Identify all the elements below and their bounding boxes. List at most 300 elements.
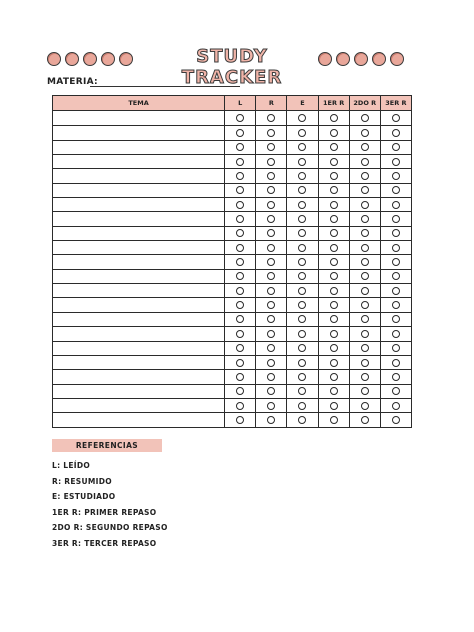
check-cell: [286, 241, 317, 254]
check-cell: [255, 169, 286, 182]
table-row: [53, 341, 411, 355]
check-cell: [255, 111, 286, 125]
reference-item: 3ER R: TERCER REPASO: [52, 538, 157, 548]
circle-checkbox-icon[interactable]: [330, 201, 338, 209]
table-row: [53, 197, 411, 211]
check-cell: [224, 327, 255, 340]
circle-checkbox-icon[interactable]: [361, 272, 369, 280]
circle-checkbox-icon[interactable]: [298, 258, 306, 266]
check-cell: [380, 284, 411, 297]
tema-cell[interactable]: [53, 356, 224, 369]
circle-checkbox-icon[interactable]: [298, 114, 306, 122]
check-cell: [224, 212, 255, 225]
circle-checkbox-icon[interactable]: [361, 344, 369, 352]
check-cell: [224, 126, 255, 139]
circle-checkbox-icon[interactable]: [361, 229, 369, 237]
check-cell: [224, 255, 255, 268]
table-row: [53, 384, 411, 398]
circle-checkbox-icon[interactable]: [267, 201, 275, 209]
check-cell: [380, 227, 411, 240]
circle-checkbox-icon[interactable]: [392, 114, 400, 122]
tema-cell[interactable]: [53, 227, 224, 240]
circle-checkbox-icon[interactable]: [236, 344, 244, 352]
circle-checkbox-icon[interactable]: [392, 373, 400, 381]
check-cell: [349, 212, 380, 225]
circle-checkbox-icon[interactable]: [267, 402, 275, 410]
circle-checkbox-icon[interactable]: [267, 416, 275, 424]
check-cell: [255, 241, 286, 254]
circle-checkbox-icon[interactable]: [330, 215, 338, 223]
tema-cell[interactable]: [53, 385, 224, 398]
circle-checkbox-icon[interactable]: [330, 301, 338, 309]
circle-checkbox-icon[interactable]: [298, 272, 306, 280]
check-cell: [255, 370, 286, 383]
check-cell: [380, 155, 411, 168]
circle-checkbox-icon[interactable]: [392, 129, 400, 137]
circle-checkbox-icon[interactable]: [392, 244, 400, 252]
circle-checkbox-icon[interactable]: [236, 229, 244, 237]
reference-item: E: ESTUDIADO: [52, 492, 116, 501]
check-cell: [349, 141, 380, 154]
check-cell: [224, 284, 255, 297]
circle-checkbox-icon[interactable]: [392, 272, 400, 280]
circle-checkbox-icon[interactable]: [361, 402, 369, 410]
check-cell: [318, 356, 349, 369]
references-list: [52, 458, 168, 551]
check-cell: [318, 313, 349, 326]
circle-checkbox-icon[interactable]: [330, 344, 338, 352]
circle-checkbox-icon[interactable]: [361, 143, 369, 151]
circle-checkbox-icon[interactable]: [298, 244, 306, 252]
tema-cell[interactable]: [53, 342, 224, 355]
circle-checkbox-icon[interactable]: [392, 201, 400, 209]
check-cell: [349, 227, 380, 240]
circle-checkbox-icon[interactable]: [330, 315, 338, 323]
check-cell: [255, 327, 286, 340]
table-row: [53, 254, 411, 268]
circle-checkbox-icon[interactable]: [236, 301, 244, 309]
circle-checkbox-icon[interactable]: [392, 158, 400, 166]
check-cell: [380, 212, 411, 225]
check-cell: [380, 169, 411, 182]
check-cell: [224, 298, 255, 311]
circle-checkbox-icon[interactable]: [361, 373, 369, 381]
circle-checkbox-icon[interactable]: [330, 402, 338, 410]
check-cell: [349, 313, 380, 326]
check-cell: [224, 399, 255, 412]
check-cell: [224, 370, 255, 383]
circle-checkbox-icon[interactable]: [361, 244, 369, 252]
table-row: [53, 168, 411, 182]
circle-checkbox-icon[interactable]: [298, 186, 306, 194]
check-cell: [380, 399, 411, 412]
check-cell: [224, 141, 255, 154]
check-cell: [318, 227, 349, 240]
circle-checkbox-icon[interactable]: [330, 272, 338, 280]
circle-checkbox-icon[interactable]: [330, 373, 338, 381]
check-cell: [349, 284, 380, 297]
check-cell: [286, 327, 317, 340]
check-cell: [349, 255, 380, 268]
tema-cell[interactable]: [53, 155, 224, 168]
check-cell: [380, 241, 411, 254]
check-cell: [255, 298, 286, 311]
circle-checkbox-icon[interactable]: [267, 114, 275, 122]
circle-checkbox-icon[interactable]: [361, 330, 369, 338]
circle-checkbox-icon[interactable]: [392, 143, 400, 151]
circle-checkbox-icon[interactable]: [392, 416, 400, 424]
header-2do-r: 2DO R: [349, 96, 380, 110]
circle-checkbox-icon[interactable]: [236, 402, 244, 410]
check-cell: [349, 198, 380, 211]
check-cell: [349, 155, 380, 168]
circle-checkbox-icon[interactable]: [330, 287, 338, 295]
tema-cell[interactable]: [53, 241, 224, 254]
circle-checkbox-icon[interactable]: [298, 287, 306, 295]
check-cell: [318, 141, 349, 154]
circle-checkbox-icon[interactable]: [236, 330, 244, 338]
circle-checkbox-icon[interactable]: [392, 215, 400, 223]
check-cell: [286, 111, 317, 125]
table-row: [53, 412, 411, 426]
tema-cell[interactable]: [53, 313, 224, 326]
check-cell: [286, 169, 317, 182]
dot-icon: [372, 52, 386, 66]
dot-icon: [119, 52, 133, 66]
circle-checkbox-icon[interactable]: [330, 129, 338, 137]
circle-checkbox-icon[interactable]: [361, 215, 369, 223]
check-cell: [349, 399, 380, 412]
circle-checkbox-icon[interactable]: [361, 387, 369, 395]
check-cell: [286, 155, 317, 168]
circle-checkbox-icon[interactable]: [298, 402, 306, 410]
table-row: [53, 211, 411, 225]
check-cell: [286, 385, 317, 398]
circle-checkbox-icon[interactable]: [267, 301, 275, 309]
circle-checkbox-icon[interactable]: [330, 172, 338, 180]
check-cell: [224, 111, 255, 125]
check-cell: [255, 356, 286, 369]
check-cell: [349, 169, 380, 182]
check-cell: [349, 111, 380, 125]
circle-checkbox-icon[interactable]: [267, 244, 275, 252]
circle-checkbox-icon[interactable]: [267, 129, 275, 137]
tema-cell[interactable]: [53, 126, 224, 139]
check-cell: [380, 356, 411, 369]
check-cell: [286, 370, 317, 383]
table-row: [53, 183, 411, 197]
circle-checkbox-icon[interactable]: [330, 359, 338, 367]
table-row: [53, 125, 411, 139]
tema-cell[interactable]: [53, 212, 224, 225]
check-cell: [318, 169, 349, 182]
check-cell: [380, 184, 411, 197]
circle-checkbox-icon[interactable]: [236, 143, 244, 151]
circle-checkbox-icon[interactable]: [236, 244, 244, 252]
table-row: [53, 326, 411, 340]
check-cell: [380, 126, 411, 139]
table-row: [53, 154, 411, 168]
reference-item: 1ER R: PRIMER REPASO: [52, 507, 157, 517]
table-body: [53, 111, 411, 427]
table-row: [53, 398, 411, 412]
circle-checkbox-icon[interactable]: [267, 387, 275, 395]
dots-right: [318, 52, 404, 66]
table-row: [53, 312, 411, 326]
circle-checkbox-icon[interactable]: [392, 287, 400, 295]
check-cell: [380, 298, 411, 311]
tema-cell[interactable]: [53, 298, 224, 311]
check-cell: [224, 241, 255, 254]
circle-checkbox-icon[interactable]: [361, 258, 369, 266]
check-cell: [318, 342, 349, 355]
table-row: [53, 297, 411, 311]
circle-checkbox-icon[interactable]: [392, 387, 400, 395]
circle-checkbox-icon[interactable]: [392, 172, 400, 180]
check-cell: [349, 298, 380, 311]
circle-checkbox-icon[interactable]: [330, 330, 338, 338]
circle-checkbox-icon[interactable]: [267, 272, 275, 280]
check-cell: [318, 184, 349, 197]
circle-checkbox-icon[interactable]: [298, 416, 306, 424]
circle-checkbox-icon[interactable]: [236, 315, 244, 323]
circle-checkbox-icon[interactable]: [330, 114, 338, 122]
circle-checkbox-icon[interactable]: [361, 301, 369, 309]
circle-checkbox-icon[interactable]: [330, 229, 338, 237]
circle-checkbox-icon[interactable]: [392, 344, 400, 352]
table-row: [53, 111, 411, 125]
circle-checkbox-icon[interactable]: [236, 158, 244, 166]
check-cell: [224, 413, 255, 426]
tema-cell[interactable]: [53, 111, 224, 125]
check-cell: [255, 399, 286, 412]
circle-checkbox-icon[interactable]: [298, 330, 306, 338]
circle-checkbox-icon[interactable]: [236, 287, 244, 295]
check-cell: [255, 184, 286, 197]
circle-checkbox-icon[interactable]: [267, 229, 275, 237]
check-cell: [349, 356, 380, 369]
circle-checkbox-icon[interactable]: [330, 258, 338, 266]
circle-checkbox-icon[interactable]: [267, 373, 275, 381]
circle-checkbox-icon[interactable]: [236, 387, 244, 395]
table-row: [53, 140, 411, 154]
check-cell: [380, 255, 411, 268]
check-cell: [255, 141, 286, 154]
check-cell: [318, 399, 349, 412]
circle-checkbox-icon[interactable]: [298, 315, 306, 323]
circle-checkbox-icon[interactable]: [361, 186, 369, 194]
check-cell: [224, 184, 255, 197]
circle-checkbox-icon[interactable]: [267, 143, 275, 151]
reference-item: R: RESUMIDO: [52, 476, 112, 486]
circle-checkbox-icon[interactable]: [361, 129, 369, 137]
circle-checkbox-icon[interactable]: [267, 344, 275, 352]
check-cell: [224, 270, 255, 283]
circle-checkbox-icon[interactable]: [267, 215, 275, 223]
check-cell: [349, 370, 380, 383]
circle-checkbox-icon[interactable]: [236, 359, 244, 367]
dot-icon: [65, 52, 79, 66]
check-cell: [255, 198, 286, 211]
check-cell: [380, 141, 411, 154]
check-cell: [318, 126, 349, 139]
circle-checkbox-icon[interactable]: [236, 186, 244, 194]
circle-checkbox-icon[interactable]: [298, 229, 306, 237]
check-cell: [318, 198, 349, 211]
circle-checkbox-icon[interactable]: [267, 172, 275, 180]
references-title: REFERENCIAS: [52, 439, 162, 452]
circle-checkbox-icon[interactable]: [236, 201, 244, 209]
check-cell: [286, 342, 317, 355]
check-cell: [349, 270, 380, 283]
circle-checkbox-icon[interactable]: [236, 272, 244, 280]
check-cell: [286, 313, 317, 326]
tema-cell[interactable]: [53, 284, 224, 297]
circle-checkbox-icon[interactable]: [298, 344, 306, 352]
circle-checkbox-icon[interactable]: [330, 416, 338, 424]
circle-checkbox-icon[interactable]: [392, 229, 400, 237]
check-cell: [255, 413, 286, 426]
circle-checkbox-icon[interactable]: [392, 186, 400, 194]
circle-checkbox-icon[interactable]: [298, 215, 306, 223]
materia-label: MATERIA:: [47, 77, 98, 87]
check-cell: [318, 413, 349, 426]
check-cell: [380, 370, 411, 383]
circle-checkbox-icon[interactable]: [330, 186, 338, 194]
circle-checkbox-icon[interactable]: [330, 158, 338, 166]
circle-checkbox-icon[interactable]: [361, 315, 369, 323]
circle-checkbox-icon[interactable]: [298, 373, 306, 381]
circle-checkbox-icon[interactable]: [236, 215, 244, 223]
circle-checkbox-icon[interactable]: [267, 186, 275, 194]
tema-cell[interactable]: [53, 370, 224, 383]
check-cell: [349, 241, 380, 254]
circle-checkbox-icon[interactable]: [298, 359, 306, 367]
check-cell: [380, 111, 411, 125]
header-1er-r: 1ER R: [318, 96, 349, 110]
circle-checkbox-icon[interactable]: [392, 330, 400, 338]
circle-checkbox-icon[interactable]: [392, 402, 400, 410]
header-r: R: [255, 96, 286, 110]
check-cell: [255, 342, 286, 355]
tema-cell[interactable]: [53, 399, 224, 412]
dot-icon: [336, 52, 350, 66]
table-row: [53, 240, 411, 254]
check-cell: [318, 212, 349, 225]
check-cell: [255, 212, 286, 225]
dot-icon: [101, 52, 115, 66]
circle-checkbox-icon[interactable]: [236, 114, 244, 122]
materia-field[interactable]: [90, 86, 240, 87]
circle-checkbox-icon[interactable]: [236, 129, 244, 137]
check-cell: [380, 198, 411, 211]
check-cell: [286, 270, 317, 283]
circle-checkbox-icon[interactable]: [392, 258, 400, 266]
check-cell: [286, 227, 317, 240]
tema-cell[interactable]: [53, 184, 224, 197]
circle-checkbox-icon[interactable]: [236, 416, 244, 424]
check-cell: [224, 227, 255, 240]
circle-checkbox-icon[interactable]: [361, 416, 369, 424]
check-cell: [380, 413, 411, 426]
circle-checkbox-icon[interactable]: [298, 172, 306, 180]
circle-checkbox-icon[interactable]: [392, 301, 400, 309]
circle-checkbox-icon[interactable]: [236, 373, 244, 381]
check-cell: [349, 413, 380, 426]
circle-checkbox-icon[interactable]: [267, 287, 275, 295]
circle-checkbox-icon[interactable]: [298, 158, 306, 166]
circle-checkbox-icon[interactable]: [361, 287, 369, 295]
check-cell: [318, 270, 349, 283]
circle-checkbox-icon[interactable]: [236, 172, 244, 180]
circle-checkbox-icon[interactable]: [330, 143, 338, 151]
reference-item: L: LEÍDO: [52, 461, 91, 470]
dot-icon: [318, 52, 332, 66]
check-cell: [349, 126, 380, 139]
circle-checkbox-icon[interactable]: [392, 315, 400, 323]
circle-checkbox-icon[interactable]: [298, 301, 306, 309]
tema-cell[interactable]: [53, 198, 224, 211]
check-cell: [224, 385, 255, 398]
check-cell: [286, 255, 317, 268]
circle-checkbox-icon[interactable]: [298, 129, 306, 137]
check-cell: [318, 298, 349, 311]
circle-checkbox-icon[interactable]: [330, 387, 338, 395]
check-cell: [318, 155, 349, 168]
circle-checkbox-icon[interactable]: [330, 244, 338, 252]
check-cell: [224, 169, 255, 182]
tema-cell[interactable]: [53, 141, 224, 154]
check-cell: [286, 284, 317, 297]
tema-cell[interactable]: [53, 327, 224, 340]
tema-cell[interactable]: [53, 270, 224, 283]
circle-checkbox-icon[interactable]: [361, 158, 369, 166]
check-cell: [318, 327, 349, 340]
circle-checkbox-icon[interactable]: [267, 258, 275, 266]
check-cell: [380, 342, 411, 355]
circle-checkbox-icon[interactable]: [361, 359, 369, 367]
circle-checkbox-icon[interactable]: [267, 330, 275, 338]
check-cell: [318, 111, 349, 125]
circle-checkbox-icon[interactable]: [298, 143, 306, 151]
table-row: [53, 226, 411, 240]
check-cell: [255, 255, 286, 268]
tema-cell[interactable]: [53, 255, 224, 268]
circle-checkbox-icon[interactable]: [236, 258, 244, 266]
check-cell: [255, 313, 286, 326]
circle-checkbox-icon[interactable]: [267, 315, 275, 323]
circle-checkbox-icon[interactable]: [267, 158, 275, 166]
check-cell: [224, 155, 255, 168]
check-cell: [349, 327, 380, 340]
circle-checkbox-icon[interactable]: [361, 172, 369, 180]
tema-cell[interactable]: [53, 169, 224, 182]
circle-checkbox-icon[interactable]: [298, 201, 306, 209]
check-cell: [349, 184, 380, 197]
tema-cell[interactable]: [53, 413, 224, 426]
circle-checkbox-icon[interactable]: [392, 359, 400, 367]
check-cell: [318, 385, 349, 398]
check-cell: [255, 227, 286, 240]
check-cell: [255, 126, 286, 139]
circle-checkbox-icon[interactable]: [298, 387, 306, 395]
check-cell: [318, 255, 349, 268]
circle-checkbox-icon[interactable]: [361, 114, 369, 122]
circle-checkbox-icon[interactable]: [267, 359, 275, 367]
page-title: STUDY TRACKER: [181, 46, 283, 88]
circle-checkbox-icon[interactable]: [361, 201, 369, 209]
header-e: E: [286, 96, 317, 110]
